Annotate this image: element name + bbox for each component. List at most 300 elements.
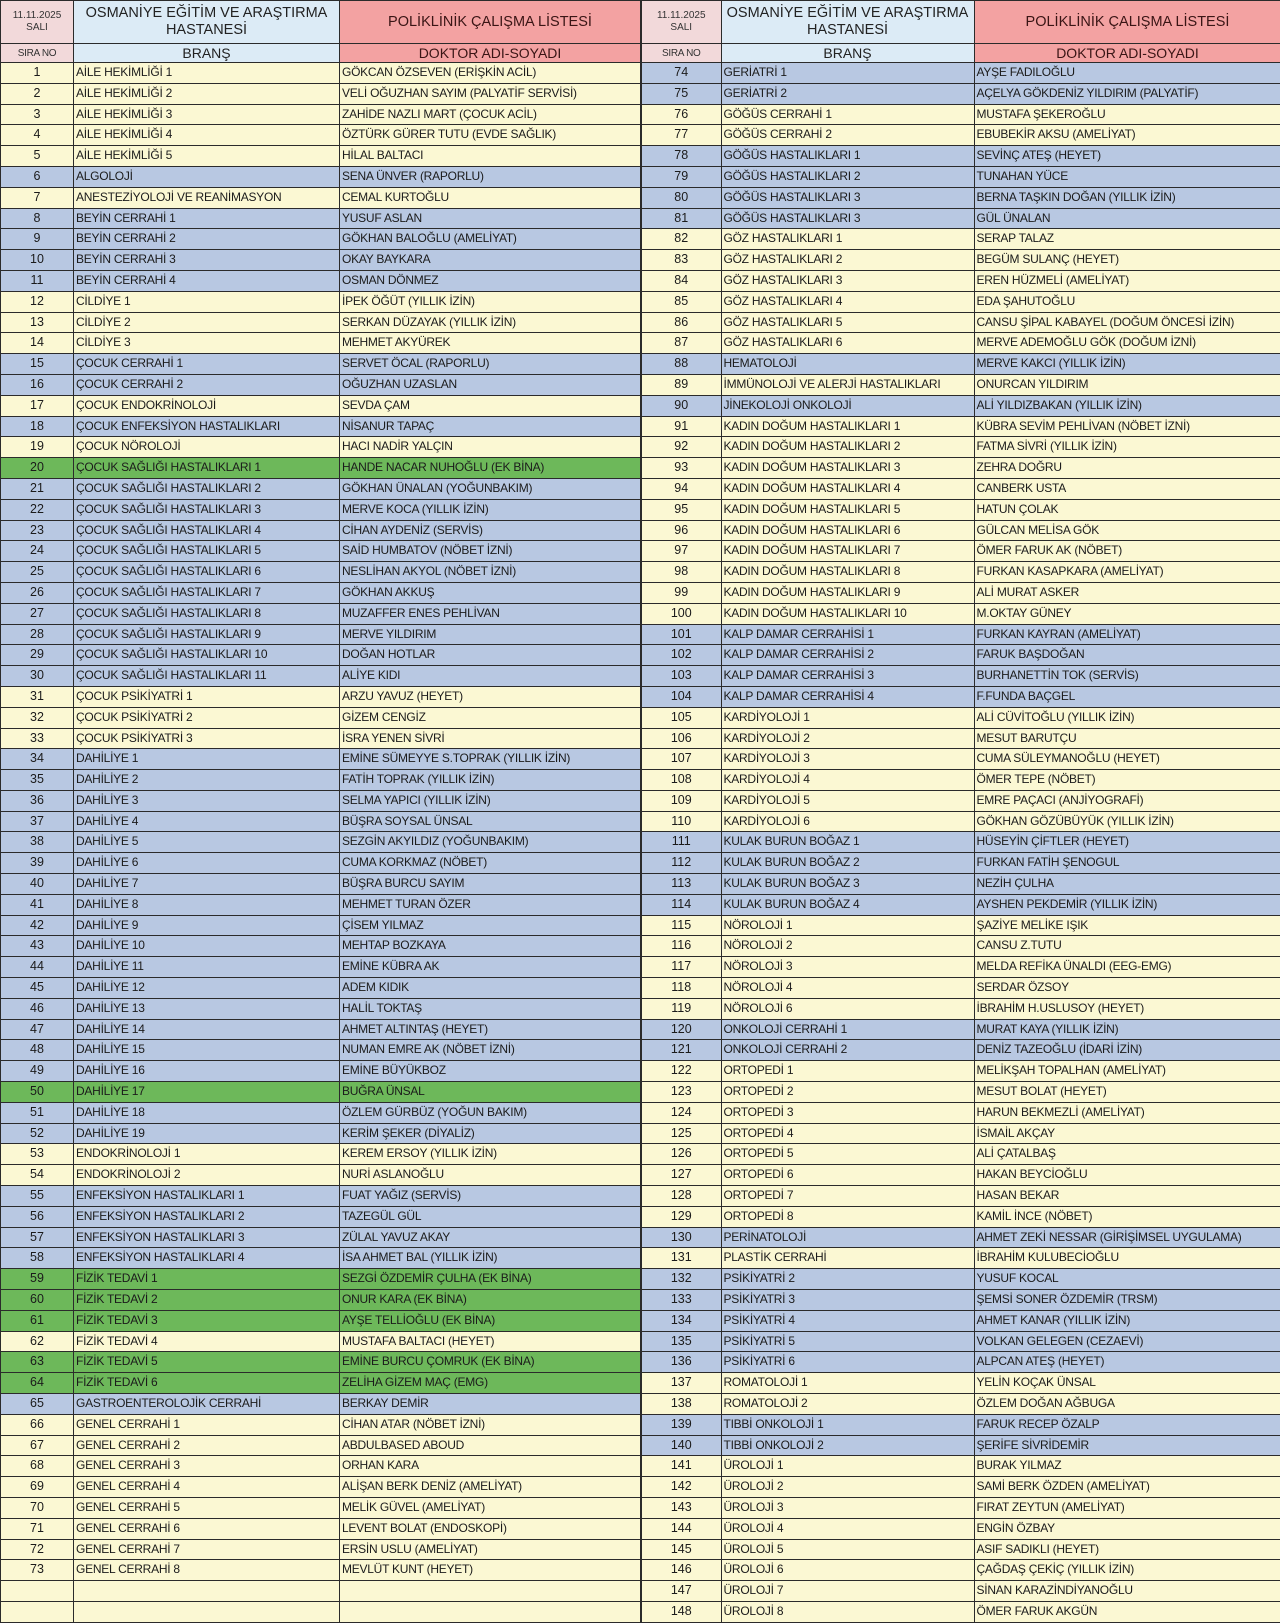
row-number: 10	[1, 250, 74, 271]
doctor-cell: ADEM KIDIK	[340, 978, 641, 999]
table-row	[641, 208, 1280, 229]
row-number: 98	[641, 562, 721, 583]
branch-cell: KADIN DOĞUM HASTALIKLARI 9	[721, 582, 974, 603]
branch-cell: ENFEKSİYON HASTALIKLARI 1	[74, 1186, 340, 1207]
column-header-doctor: DOKTOR ADI-SOYADI	[974, 44, 1280, 63]
branch-cell: ÇOCUK SAĞLIĞI HASTALIKLARI 10	[74, 645, 340, 666]
doctor-cell: ÖMER FARUK AK (NÖBET)	[974, 541, 1280, 562]
branch-cell: ENFEKSİYON HASTALIKLARI 3	[74, 1227, 340, 1248]
branch-cell: GÖZ HASTALIKLARI 3	[721, 270, 974, 291]
row-number: 75	[641, 83, 721, 104]
doctor-cell: CANBERK USTA	[974, 478, 1280, 499]
table-row	[641, 499, 1280, 520]
branch-cell: KADIN DOĞUM HASTALIKLARI 1	[721, 416, 974, 437]
table-row	[641, 645, 1280, 666]
table-row	[641, 104, 1280, 125]
branch-cell: BEYİN CERRAHİ 2	[74, 229, 340, 250]
doctor-cell: DENİZ TAZEOĞLU (İDARİ İZİN)	[974, 1040, 1280, 1061]
doctor-cell: FURKAN FATİH ŞENOGUL	[974, 853, 1280, 874]
column-header-no: SIRA NO	[641, 44, 721, 63]
table-row	[641, 1248, 1280, 1269]
column-header-row	[641, 44, 1280, 63]
table-row	[641, 1394, 1280, 1415]
branch-cell: TIBBİ ONKOLOJİ 1	[721, 1414, 974, 1435]
row-number: 51	[1, 1102, 74, 1123]
row-number: 127	[641, 1165, 721, 1186]
row-number: 20	[1, 458, 74, 479]
row-number: 146	[641, 1560, 721, 1581]
row-number: 29	[1, 645, 74, 666]
doctor-cell: KAMİL İNCE (NÖBET)	[974, 1206, 1280, 1227]
table-row	[1, 1373, 641, 1394]
doctor-cell: GÖKHAN BALOĞLU (AMELİYAT)	[340, 229, 641, 250]
table-row	[641, 790, 1280, 811]
row-number: 103	[641, 666, 721, 687]
doctor-cell: F.FUNDA BAÇGEL	[974, 686, 1280, 707]
table-row	[641, 1497, 1280, 1518]
table-row	[641, 1290, 1280, 1311]
row-number: 133	[641, 1290, 721, 1311]
row-number: 18	[1, 416, 74, 437]
doctor-cell: CİHAN ATAR (NÖBET İZNİ)	[340, 1414, 641, 1435]
branch-cell: AİLE HEKİMLİĞİ 1	[74, 63, 340, 84]
table-row	[1, 166, 641, 187]
row-number: 122	[641, 1061, 721, 1082]
row-number: 45	[1, 978, 74, 999]
row-number: 50	[1, 1082, 74, 1103]
branch-cell: ANESTEZİYOLOJİ VE REANİMASYON	[74, 187, 340, 208]
table-row	[1, 1186, 641, 1207]
row-number	[1, 1581, 74, 1602]
branch-cell: ÇOCUK SAĞLIĞI HASTALIKLARI 1	[74, 458, 340, 479]
table-row	[1, 707, 641, 728]
branch-cell: ORTOPEDİ 2	[721, 1082, 974, 1103]
doctor-cell: HİLAL BALTACI	[340, 146, 641, 167]
table-row	[1, 312, 641, 333]
doctor-cell: GÜL ÜNALAN	[974, 208, 1280, 229]
branch-cell: GENEL CERRAHİ 2	[74, 1435, 340, 1456]
doctor-cell: YUSUF ASLAN	[340, 208, 641, 229]
branch-cell: AİLE HEKİMLİĞİ 2	[74, 83, 340, 104]
branch-cell: NÖROLOJİ 2	[721, 936, 974, 957]
row-number: 27	[1, 603, 74, 624]
row-number: 17	[1, 395, 74, 416]
table-row	[1, 728, 641, 749]
table-row	[1, 1456, 641, 1477]
doctor-cell: BURAK YILMAZ	[974, 1456, 1280, 1477]
hospital-name: OSMANİYE EĞİTİM VE ARAŞTIRMA HASTANESİ	[721, 1, 974, 44]
row-number: 120	[641, 1019, 721, 1040]
doctor-cell: TAZEGÜL GÜL	[340, 1206, 641, 1227]
table-row	[1, 437, 641, 458]
doctor-cell: SEVDA ÇAM	[340, 395, 641, 416]
table-row	[1, 416, 641, 437]
row-number: 124	[641, 1102, 721, 1123]
branch-cell: KADIN DOĞUM HASTALIKLARI 3	[721, 458, 974, 479]
doctor-cell: FURKAN KASAPKARA (AMELİYAT)	[974, 562, 1280, 583]
branch-cell: TIBBİ ONKOLOJİ 2	[721, 1435, 974, 1456]
doctor-cell: ERSİN USLU (AMELİYAT)	[340, 1539, 641, 1560]
branch-cell: JİNEKOLOJİ ONKOLOJİ	[721, 395, 974, 416]
doctor-cell: AÇELYA GÖKDENİZ YILDIRIM (PALYATİF)	[974, 83, 1280, 104]
table-row	[641, 166, 1280, 187]
branch-cell: KARDİYOLOJİ 3	[721, 749, 974, 770]
row-number: 85	[641, 291, 721, 312]
row-number: 76	[641, 104, 721, 125]
doctor-cell: SERAP TALAZ	[974, 229, 1280, 250]
branch-cell: ÇOCUK CERRAHİ 2	[74, 374, 340, 395]
date: 11.11.2025	[12, 10, 62, 21]
doctor-cell: GÖKCAN ÖZSEVEN (ERİŞKİN ACİL)	[340, 63, 641, 84]
branch-cell: ONKOLOJİ CERRAHİ 1	[721, 1019, 974, 1040]
row-number: 64	[1, 1373, 74, 1394]
table-body-left	[1, 63, 641, 1623]
branch-cell: ÇOCUK ENFEKSİYON HASTALIKLARI	[74, 416, 340, 437]
table-row	[641, 1373, 1280, 1394]
row-number: 6	[1, 166, 74, 187]
branch-cell: GENEL CERRAHİ 1	[74, 1414, 340, 1435]
doctor-cell: ÖZLEM GÜRBÜZ (YOĞUN BAKIM)	[340, 1102, 641, 1123]
row-number: 95	[641, 499, 721, 520]
branch-cell: ÇOCUK CERRAHİ 1	[74, 354, 340, 375]
column-header-branch: BRANŞ	[721, 44, 974, 63]
row-number: 59	[1, 1269, 74, 1290]
doctor-cell: ZEHRA DOĞRU	[974, 458, 1280, 479]
doctor-cell: CUMA KORKMAZ (NÖBET)	[340, 853, 641, 874]
table-row	[1, 853, 641, 874]
row-number: 128	[641, 1186, 721, 1207]
row-number: 101	[641, 624, 721, 645]
branch-cell: ÇOCUK ENDOKRİNOLOJİ	[74, 395, 340, 416]
branch-cell: DAHİLİYE 18	[74, 1102, 340, 1123]
weekday: SALI	[26, 22, 48, 33]
branch-cell: KARDİYOLOJİ 5	[721, 790, 974, 811]
doctor-cell: ALİ MURAT ASKER	[974, 582, 1280, 603]
row-number: 145	[641, 1539, 721, 1560]
doctor-cell: GÖKHAN AKKUŞ	[340, 582, 641, 603]
branch-cell: GERİATRİ 2	[721, 83, 974, 104]
branch-cell: ROMATOLOJİ 2	[721, 1394, 974, 1415]
table-row	[641, 1206, 1280, 1227]
table-row	[1, 1102, 641, 1123]
doctor-cell: ZELİHA GİZEM MAÇ (EMG)	[340, 1373, 641, 1394]
doctor-cell: BÜŞRA SOYSAL ÜNSAL	[340, 811, 641, 832]
row-number: 7	[1, 187, 74, 208]
branch-cell: PSİKİYATRİ 6	[721, 1352, 974, 1373]
doctor-cell	[340, 1581, 641, 1602]
row-number: 67	[1, 1435, 74, 1456]
row-number: 36	[1, 790, 74, 811]
table-row	[641, 374, 1280, 395]
doctor-cell: AHMET KANAR (YILLIK İZİN)	[974, 1310, 1280, 1331]
row-number: 94	[641, 478, 721, 499]
branch-cell: FİZİK TEDAVİ 2	[74, 1290, 340, 1311]
row-number: 5	[1, 146, 74, 167]
doctor-cell: CEMAL KURTOĞLU	[340, 187, 641, 208]
table-row	[1, 936, 641, 957]
branch-cell: KADIN DOĞUM HASTALIKLARI 6	[721, 520, 974, 541]
doctor-cell: FATMA SİVRİ (YILLIK İZİN)	[974, 437, 1280, 458]
row-number: 125	[641, 1123, 721, 1144]
doctor-cell: ENGİN ÖZBAY	[974, 1518, 1280, 1539]
doctor-cell: MELDA REFİKA ÜNALDI (EEG-EMG)	[974, 957, 1280, 978]
doctor-cell: AYŞE TELLİOĞLU (EK BİNA)	[340, 1310, 641, 1331]
doctor-cell: MESUT BARUTÇU	[974, 728, 1280, 749]
branch-cell: GÖZ HASTALIKLARI 2	[721, 250, 974, 271]
doctor-cell: CANSU ŞİPAL KABAYEL (DOĞUM ÖNCESİ İZİN)	[974, 312, 1280, 333]
branch-cell: CİLDİYE 2	[74, 312, 340, 333]
doctor-cell: SENA ÜNVER (RAPORLU)	[340, 166, 641, 187]
doctor-cell: FARUK BAŞDOĞAN	[974, 645, 1280, 666]
row-number: 91	[641, 416, 721, 437]
branch-cell: GENEL CERRAHİ 8	[74, 1560, 340, 1581]
table-row	[641, 853, 1280, 874]
page-title: POLİKLİNİK ÇALIŞMA LİSTESİ	[340, 1, 641, 44]
doctor-cell: BERNA TAŞKIN DOĞAN (YILLIK İZİN)	[974, 187, 1280, 208]
row-number: 15	[1, 354, 74, 375]
table-row	[1, 1269, 641, 1290]
table-row	[641, 915, 1280, 936]
row-number: 54	[1, 1165, 74, 1186]
doctor-cell: MELİK GÜVEL (AMELİYAT)	[340, 1497, 641, 1518]
table-row	[1, 1227, 641, 1248]
row-number: 49	[1, 1061, 74, 1082]
row-number: 96	[641, 520, 721, 541]
table-row	[641, 666, 1280, 687]
row-number: 140	[641, 1435, 721, 1456]
row-number: 110	[641, 811, 721, 832]
branch-cell: ÜROLOJİ 4	[721, 1518, 974, 1539]
table-row	[1, 270, 641, 291]
doctor-cell: İBRAHİM KULUBECİOĞLU	[974, 1248, 1280, 1269]
branch-cell: PSİKİYATRİ 4	[721, 1310, 974, 1331]
row-number: 3	[1, 104, 74, 125]
doctor-cell: MERVE ADEMOĞLU GÖK (DOĞUM İZNİ)	[974, 333, 1280, 354]
row-number: 89	[641, 374, 721, 395]
table-row	[1, 790, 641, 811]
branch-cell: ÜROLOJİ 5	[721, 1539, 974, 1560]
doctor-cell: ONUR KARA (EK BİNA)	[340, 1290, 641, 1311]
row-number: 39	[1, 853, 74, 874]
doctor-cell: MEHMET AKYÜREK	[340, 333, 641, 354]
table-row	[1, 83, 641, 104]
doctor-cell: ALİ ÇATALBAŞ	[974, 1144, 1280, 1165]
table-row	[641, 1144, 1280, 1165]
table-row	[1, 541, 641, 562]
doctor-cell: İBRAHİM H.USLUSOY (HEYET)	[974, 998, 1280, 1019]
doctor-cell: SERKAN DÜZAYAK (YILLIK İZİN)	[340, 312, 641, 333]
row-number: 12	[1, 291, 74, 312]
branch-cell: NÖROLOJİ 6	[721, 998, 974, 1019]
branch-cell: GÖZ HASTALIKLARI 6	[721, 333, 974, 354]
table-row	[1, 1331, 641, 1352]
branch-cell: ORTOPEDİ 3	[721, 1102, 974, 1123]
row-number: 58	[1, 1248, 74, 1269]
branch-cell: GÖZ HASTALIKLARI 1	[721, 229, 974, 250]
table-row	[641, 1040, 1280, 1061]
row-number: 73	[1, 1560, 74, 1581]
branch-cell: KULAK BURUN BOĞAZ 2	[721, 853, 974, 874]
branch-cell: NÖROLOJİ 4	[721, 978, 974, 999]
branch-cell: PERİNATOLOJİ	[721, 1227, 974, 1248]
doctor-cell: MUZAFFER ENES PEHLİVAN	[340, 603, 641, 624]
row-number: 24	[1, 541, 74, 562]
doctor-cell: MEVLÜT KUNT (HEYET)	[340, 1560, 641, 1581]
row-number: 87	[641, 333, 721, 354]
table-row	[641, 749, 1280, 770]
table-row	[1, 291, 641, 312]
branch-cell: ÇOCUK SAĞLIĞI HASTALIKLARI 2	[74, 478, 340, 499]
row-number: 139	[641, 1414, 721, 1435]
doctor-cell: VOLKAN GELEGEN (CEZAEVİ)	[974, 1331, 1280, 1352]
table-row	[641, 1539, 1280, 1560]
table-row	[641, 1227, 1280, 1248]
doctor-cell: KEREM ERSOY (YILLIK İZİN)	[340, 1144, 641, 1165]
branch-cell: GENEL CERRAHİ 3	[74, 1456, 340, 1477]
table-row	[641, 395, 1280, 416]
table-row	[641, 832, 1280, 853]
branch-cell: DAHİLİYE 3	[74, 790, 340, 811]
table-row	[1, 1144, 641, 1165]
doctor-cell: ÖMER FARUK AKGÜN	[974, 1601, 1280, 1622]
doctor-cell: İSA AHMET BAL (YILLIK İZİN)	[340, 1248, 641, 1269]
branch-cell: DAHİLİYE 5	[74, 832, 340, 853]
doctor-cell: MERVE KAKCI (YILLIK İZİN)	[974, 354, 1280, 375]
table-row	[641, 83, 1280, 104]
branch-cell: KADIN DOĞUM HASTALIKLARI 4	[721, 478, 974, 499]
branch-cell: ORTOPEDİ 7	[721, 1186, 974, 1207]
row-number: 134	[641, 1310, 721, 1331]
row-number: 19	[1, 437, 74, 458]
branch-cell: HEMATOLOJİ	[721, 354, 974, 375]
table-row	[641, 125, 1280, 146]
table-row	[1, 187, 641, 208]
doctor-cell: HAKAN BEYCİOĞLU	[974, 1165, 1280, 1186]
table-row	[641, 250, 1280, 271]
row-number: 61	[1, 1310, 74, 1331]
branch-cell: DAHİLİYE 16	[74, 1061, 340, 1082]
table-row	[1, 1497, 641, 1518]
row-number: 121	[641, 1040, 721, 1061]
branch-cell: PSİKİYATRİ 3	[721, 1290, 974, 1311]
row-number: 35	[1, 770, 74, 791]
doctor-cell: MEHTAP BOZKAYA	[340, 936, 641, 957]
doctor-cell: FARUK RECEP ÖZALP	[974, 1414, 1280, 1435]
doctor-cell: ONURCAN YILDIRIM	[974, 374, 1280, 395]
row-number: 147	[641, 1581, 721, 1602]
table-row	[1, 603, 641, 624]
table-row	[1, 1435, 641, 1456]
row-number: 28	[1, 624, 74, 645]
branch-cell	[74, 1601, 340, 1622]
row-number: 23	[1, 520, 74, 541]
table-row	[1, 832, 641, 853]
table-row	[641, 541, 1280, 562]
row-number: 126	[641, 1144, 721, 1165]
row-number: 57	[1, 1227, 74, 1248]
branch-cell: KADIN DOĞUM HASTALIKLARI 5	[721, 499, 974, 520]
row-number: 82	[641, 229, 721, 250]
table-row	[641, 1269, 1280, 1290]
branch-cell: ÇOCUK NÖROLOJİ	[74, 437, 340, 458]
page-title: POLİKLİNİK ÇALIŞMA LİSTESİ	[974, 1, 1280, 44]
row-number: 14	[1, 333, 74, 354]
branch-cell: KARDİYOLOJİ 4	[721, 770, 974, 791]
table-row	[641, 291, 1280, 312]
table-row	[1, 874, 641, 895]
table-row	[641, 229, 1280, 250]
doctor-cell: SAİD HUMBATOV (NÖBET İZNİ)	[340, 541, 641, 562]
table-row	[1, 104, 641, 125]
table-row	[641, 1518, 1280, 1539]
doctor-cell: ALİYE KIDI	[340, 666, 641, 687]
branch-cell: FİZİK TEDAVİ 1	[74, 1269, 340, 1290]
row-number: 53	[1, 1144, 74, 1165]
doctor-cell: SEZGİN AKYILDIZ (YOĞUNBAKIM)	[340, 832, 641, 853]
branch-cell: GASTROENTEROLOJİK CERRAHİ	[74, 1394, 340, 1415]
branch-cell: GENEL CERRAHİ 7	[74, 1539, 340, 1560]
doctor-cell: NURİ ASLANOĞLU	[340, 1165, 641, 1186]
table-row	[1, 208, 641, 229]
branch-cell: ALGOLOJİ	[74, 166, 340, 187]
table-row	[1, 1019, 641, 1040]
branch-cell: KALP DAMAR CERRAHİSİ 4	[721, 686, 974, 707]
table-row	[1, 957, 641, 978]
row-number: 21	[1, 478, 74, 499]
table-row	[1, 1477, 641, 1498]
table-row	[1, 1352, 641, 1373]
doctor-cell: OĞUZHAN UZASLAN	[340, 374, 641, 395]
table-row	[641, 1352, 1280, 1373]
branch-cell: PLASTİK CERRAHİ	[721, 1248, 974, 1269]
branch-cell: ÇOCUK PSİKİYATRİ 2	[74, 707, 340, 728]
table-row	[641, 1331, 1280, 1352]
header-row-title	[641, 1, 1280, 44]
branch-cell: ÇOCUK PSİKİYATRİ 3	[74, 728, 340, 749]
row-number: 108	[641, 770, 721, 791]
doctor-cell: KERİM ŞEKER (DİYALİZ)	[340, 1123, 641, 1144]
branch-cell: KULAK BURUN BOĞAZ 1	[721, 832, 974, 853]
branch-cell: FİZİK TEDAVİ 6	[74, 1373, 340, 1394]
table-row	[1, 146, 641, 167]
table-row	[641, 146, 1280, 167]
branch-cell: DAHİLİYE 1	[74, 749, 340, 770]
table-row	[1, 562, 641, 583]
branch-cell: KALP DAMAR CERRAHİSİ 3	[721, 666, 974, 687]
branch-cell: ROMATOLOJİ 1	[721, 1373, 974, 1394]
branch-cell: CİLDİYE 3	[74, 333, 340, 354]
branch-cell: KALP DAMAR CERRAHİSİ 1	[721, 624, 974, 645]
row-number: 131	[641, 1248, 721, 1269]
branch-cell: DAHİLİYE 12	[74, 978, 340, 999]
branch-cell: AİLE HEKİMLİĞİ 4	[74, 125, 340, 146]
row-number: 109	[641, 790, 721, 811]
doctor-cell: İSRA YENEN SİVRİ	[340, 728, 641, 749]
branch-cell: GÖĞÜS HASTALIKLARI 3	[721, 208, 974, 229]
date: 11.11.2025	[656, 10, 706, 21]
doctor-cell: EMİNE BÜYÜKBOZ	[340, 1061, 641, 1082]
row-number: 97	[641, 541, 721, 562]
table-row	[1, 1061, 641, 1082]
row-number: 99	[641, 582, 721, 603]
row-number: 112	[641, 853, 721, 874]
table-row	[641, 312, 1280, 333]
doctor-cell: MESUT BOLAT (HEYET)	[974, 1082, 1280, 1103]
table-row	[1, 1206, 641, 1227]
branch-cell: GÖZ HASTALIKLARI 5	[721, 312, 974, 333]
doctor-cell: MELİKŞAH TOPALHAN (AMELİYAT)	[974, 1061, 1280, 1082]
row-number: 69	[1, 1477, 74, 1498]
